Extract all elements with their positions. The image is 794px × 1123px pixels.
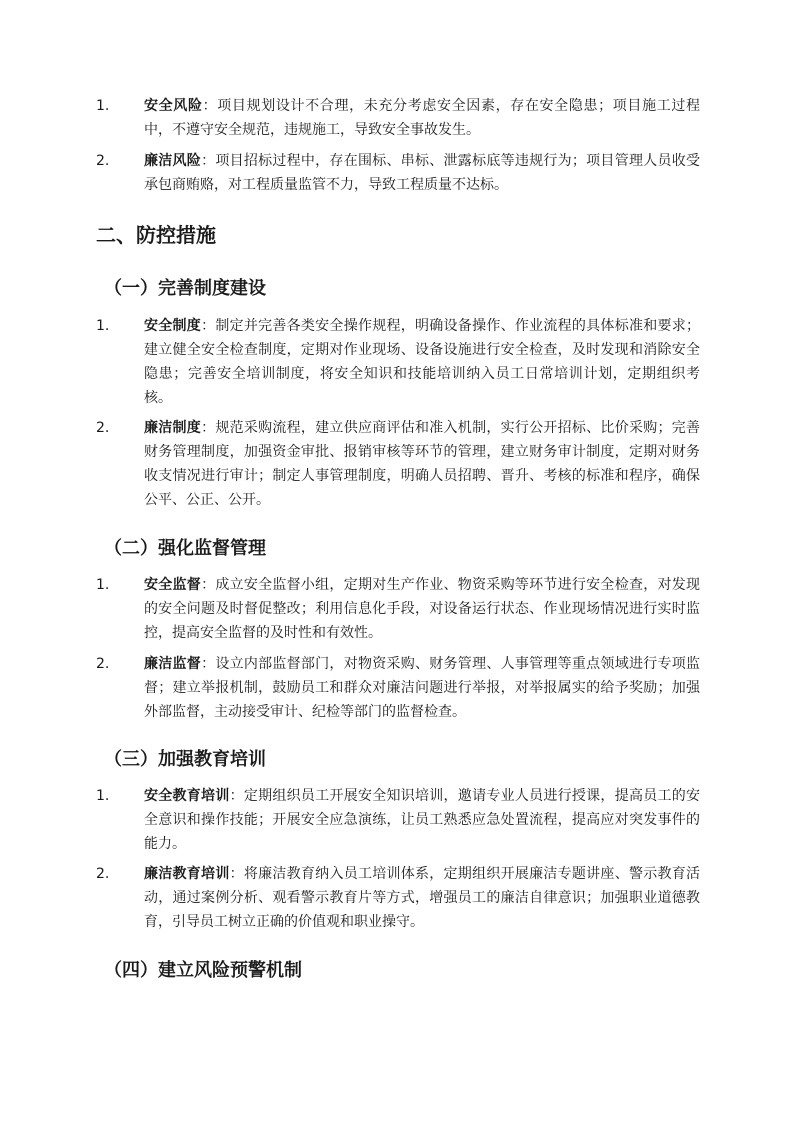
item-number: 1. — [96, 98, 110, 114]
subsection-heading: （四）建立风险预警机制 — [104, 960, 302, 981]
item-separator: ： — [201, 153, 216, 169]
item-text — [144, 784, 700, 856]
item-body: 制定并完善各类安全操作规程，明确设备操作、作业流程的具体标准和要求；建立健全安全检查制度，定期对作业现场、设备设施进行安全检查，及时发现和消除安全隐患；完善安全培训制度，将安全知识和技能培训纳入员工日常培训计划，定期组织考核。 — [144, 318, 701, 406]
list-item — [96, 314, 700, 410]
list-item — [96, 652, 700, 724]
item-text — [144, 314, 700, 410]
item-number: 2. — [96, 866, 110, 882]
item-separator: ： — [201, 577, 216, 593]
item-label: 廉洁监督 — [144, 656, 202, 672]
item-separator: ： — [229, 788, 244, 804]
item-number: 2. — [96, 656, 110, 672]
item-text — [144, 862, 700, 934]
item-body: 规范采购流程，建立供应商评估和准入机制，实行公开招标、比价采购；完善财务管理制度，加强资金审批、报销审核等环节的管理，建立财务审计制度，定期对财务收支情况进行审计；制定人事管理制度，明确人员招聘、晋升、考核的标准和程序，确保公平、公正、公开。 — [144, 420, 701, 508]
list-item — [96, 862, 700, 934]
item-number: 2. — [96, 420, 110, 436]
list-item — [96, 416, 700, 512]
item-label: 安全教育培训 — [144, 788, 230, 804]
item-body: 设立内部监督部门，对物资采购、财务管理、人事管理等重点领域进行专项监督；建立举报机制，鼓励员工和群众对廉洁问题进行举报，对举报属实的给予奖励；加强外部监督，主动接受审计、纪检等部门的监督检查。 — [144, 656, 701, 720]
section-heading: 二、防控措施 — [96, 223, 216, 247]
subsection-heading: （一）完善制度建设 — [104, 278, 266, 299]
item-number: 1. — [96, 318, 110, 334]
item-body: 项目招标过程中，存在围标、串标、泄露标底等违规行为；项目管理人员收受承包商贿赂，对工程质量监管不力，导致工程质量不达标。 — [144, 153, 701, 193]
item-number: 2. — [96, 153, 110, 169]
item-text — [144, 573, 700, 645]
list-item — [96, 149, 700, 197]
item-label: 廉洁教育培训 — [144, 866, 230, 882]
item-body: 将廉洁教育纳入员工培训体系，定期组织开展廉洁专题讲座、警示教育活动，通过案例分析、观看警示教育片等方式，增强员工的廉洁自律意识；加强职业道德教育，引导员工树立正确的价值观和职业操守。 — [144, 866, 701, 930]
item-label: 安全监督 — [144, 577, 202, 593]
item-body: 成立安全监督小组，定期对生产作业、物资采购等环节进行安全检查，对发现的安全问题及时督促整改；利用信息化手段，对设备运行状态、作业现场情况进行实时监控，提高安全监督的及时性和有效性。 — [144, 577, 701, 641]
item-label: 廉洁制度 — [144, 420, 202, 436]
list-item — [96, 784, 700, 856]
item-label: 安全风险 — [144, 98, 203, 114]
subsection-heading: （二）强化监督管理 — [104, 538, 266, 559]
item-text — [144, 416, 700, 512]
item-label: 廉洁风险 — [144, 153, 202, 169]
item-body: 定期组织员工开展安全知识培训，邀请专业人员进行授课，提高员工的安全意识和操作技能；开展安全应急演练，让员工熟悉应急处置流程，提高应对突发事件的能力。 — [144, 788, 701, 852]
item-label: 安全制度 — [144, 318, 202, 334]
item-separator: ： — [202, 98, 218, 114]
item-separator: ： — [229, 866, 244, 882]
list-item — [96, 573, 700, 645]
item-text — [144, 94, 700, 142]
list-item — [96, 94, 700, 142]
item-separator: ： — [201, 656, 216, 672]
item-separator: ： — [201, 420, 216, 436]
subsection-heading: （三）加强教育培训 — [104, 749, 266, 770]
item-body: 项目规划设计不合理，未充分考虑安全因素，存在安全隐患；项目施工过程中，不遵守安全规范，违规施工，导致安全事故发生。 — [144, 98, 701, 138]
item-text — [144, 149, 700, 197]
item-text — [144, 652, 700, 724]
item-number: 1. — [96, 577, 110, 593]
item-number: 1. — [96, 788, 110, 804]
item-separator: ： — [201, 318, 216, 334]
